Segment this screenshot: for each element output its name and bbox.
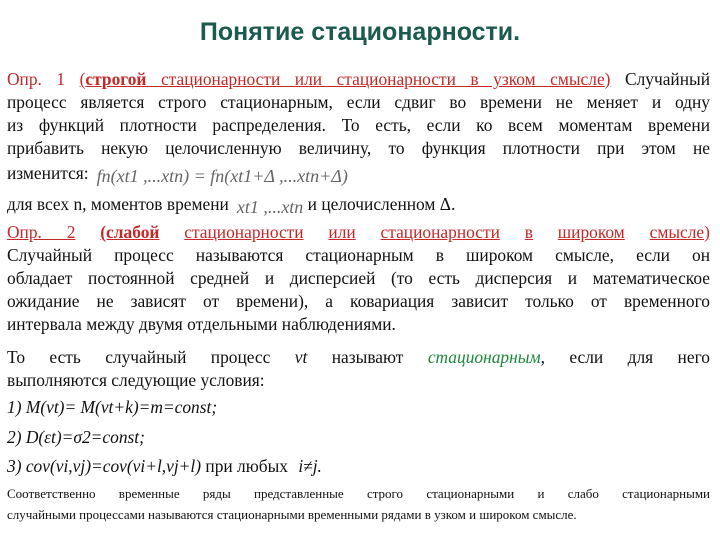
def1-line5: изменится: fn(xt1 ,...xtn) = fn(xt1+Δ ,...xtn+Δ)	[7, 163, 348, 186]
def2-weak: (слабой	[100, 222, 160, 242]
def2-line5: интервала между двумя отдельными наблюдениями.	[7, 314, 396, 334]
footer-line2: случайными процессами называются стационарными временными рядами в узком и широком смысле.	[7, 507, 577, 522]
process-variable: vt	[294, 347, 308, 367]
condition-1: 1) M(vt)= M(vt+k)=m=const;	[7, 397, 218, 417]
def1-line2: процесс является строго стационарным, если сдвиг во времени не меняет и одну	[7, 92, 710, 112]
def2-word: стационарности	[184, 222, 304, 242]
def1-label: Опр. 1	[7, 69, 66, 89]
def2-line3: обладает постоянной средней и дисперсией (то есть дисперсия и математическое	[7, 268, 710, 288]
def1-line1	[7, 68, 710, 91]
density-formula: fn(xt1 ,...xtn) = fn(xt1+Δ ,...xtn+Δ)	[96, 166, 348, 186]
def2-line2: Случайный процесс называются стационарным в широком смысле, если он	[7, 245, 710, 265]
condition-2: 2) D(εt)=σ2=const;	[7, 427, 145, 447]
cond-intro-line1: То есть случайный процесс vt называют стационарным, если для него	[7, 347, 710, 367]
def2-word: широком	[557, 222, 625, 242]
condition-3: 3) cov(vi,vj)=cov(vi+l,vj+l) при любых i≠j.	[7, 456, 322, 476]
def2-line1	[7, 221, 710, 244]
page-title: Понятие стационарности.	[199, 18, 521, 46]
def2-word: или	[328, 222, 356, 242]
time-moments-formula: xt1 ,...xtn	[236, 197, 304, 217]
def1-term: (строгой стационарности или стационарности в узком смысле)	[79, 69, 611, 89]
def1-tail: Случайный	[610, 69, 710, 89]
def1-line6: для всех n, моментов времени xt1 ,...xtn и целочисленном Δ.	[7, 194, 456, 217]
cond-intro-line2: выполняются следующие условия:	[7, 370, 265, 390]
def2-word: смысле)	[649, 222, 710, 242]
def2-label: Опр. 2	[7, 222, 76, 242]
stationary-term: стационарным, если для него	[427, 347, 710, 367]
def2-word: стационарности	[380, 222, 500, 242]
def2-line4: ожидание не зависят от времени), а ковариация зависит только от временного	[7, 291, 710, 311]
def2-word: в	[524, 222, 533, 242]
footer-line1: Соответственно временные ряды представленные строго стационарными и слабо стационарными	[7, 486, 710, 501]
def1-line4: прибавить некую целочисленную величину, то функция плотности при этом не	[7, 138, 710, 158]
def1-line3: из функций плотности распределения. То есть, если ко всем моментам времени	[7, 115, 710, 135]
